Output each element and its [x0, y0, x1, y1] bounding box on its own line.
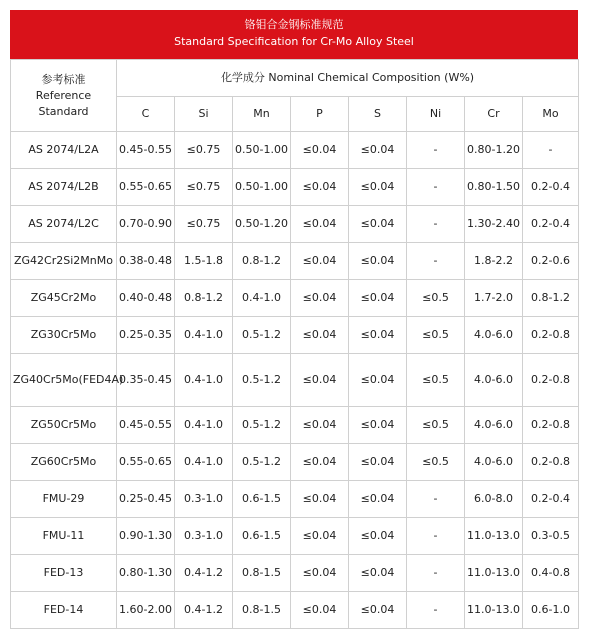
composition-cell-s: ≤0.04: [349, 169, 407, 206]
composition-cell-ni: -: [407, 132, 465, 169]
reference-standard-cell: ZG40Cr5Mo(FED4A): [11, 354, 117, 407]
composition-cell-mo: 0.3-0.5: [523, 518, 579, 555]
composition-cell-si: 0.4-1.0: [175, 354, 233, 407]
composition-cell-mo: 0.8-1.2: [523, 280, 579, 317]
composition-cell-mn: 0.6-1.5: [233, 518, 291, 555]
composition-cell-mn: 0.5-1.2: [233, 354, 291, 407]
composition-cell-mn: 0.5-1.2: [233, 444, 291, 481]
table-row: [11, 132, 579, 169]
composition-cell-p: ≤0.04: [291, 444, 349, 481]
composition-cell-cr: 4.0-6.0: [465, 317, 523, 354]
element-header: P: [291, 97, 349, 132]
composition-cell-c: 0.80-1.30: [117, 555, 175, 592]
composition-cell-p: ≤0.04: [291, 555, 349, 592]
composition-cell-mn: 0.5-1.2: [233, 407, 291, 444]
composition-cell-mo: 0.2-0.4: [523, 481, 579, 518]
composition-cell-mn: 0.50-1.00: [233, 132, 291, 169]
composition-cell-cr: 11.0-13.0: [465, 518, 523, 555]
element-header: Si: [175, 97, 233, 132]
composition-cell-c: 0.55-0.65: [117, 169, 175, 206]
composition-cell-s: ≤0.04: [349, 317, 407, 354]
element-header: C: [117, 97, 175, 132]
composition-cell-mn: 0.50-1.00: [233, 169, 291, 206]
composition-cell-cr: 1.30-2.40: [465, 206, 523, 243]
reference-standard-cell: ZG30Cr5Mo: [11, 317, 117, 354]
composition-cell-mo: 0.2-0.6: [523, 243, 579, 280]
composition-cell-si: 0.8-1.2: [175, 280, 233, 317]
table-row: [11, 243, 579, 280]
reference-standard-cell: FMU-11: [11, 518, 117, 555]
composition-cell-p: ≤0.04: [291, 317, 349, 354]
composition-cell-cr: 11.0-13.0: [465, 555, 523, 592]
composition-cell-p: ≤0.04: [291, 132, 349, 169]
reference-standard-header: [11, 60, 117, 132]
composition-cell-ni: -: [407, 481, 465, 518]
composition-cell-mn: 0.6-1.5: [233, 481, 291, 518]
composition-cell-mn: 0.4-1.0: [233, 280, 291, 317]
composition-cell-mo: 0.2-0.4: [523, 206, 579, 243]
composition-cell-ni: -: [407, 169, 465, 206]
reference-standard-cell: FMU-29: [11, 481, 117, 518]
table-row: [11, 206, 579, 243]
composition-cell-cr: 0.80-1.50: [465, 169, 523, 206]
composition-cell-mo: 0.2-0.4: [523, 169, 579, 206]
composition-table: [10, 59, 579, 629]
composition-cell-cr: 6.0-8.0: [465, 481, 523, 518]
ref-header-en: Reference Standard: [35, 88, 92, 118]
composition-cell-cr: 1.8-2.2: [465, 243, 523, 280]
composition-cell-c: 0.45-0.55: [117, 132, 175, 169]
composition-cell-s: ≤0.04: [349, 555, 407, 592]
table-body: [11, 60, 579, 629]
composition-cell-ni: ≤0.5: [407, 354, 465, 407]
composition-cell-cr: 11.0-13.0: [465, 592, 523, 629]
table-row: [11, 481, 579, 518]
composition-cell-c: 0.55-0.65: [117, 444, 175, 481]
reference-standard-cell: AS 2074/L2B: [11, 169, 117, 206]
composition-cell-ni: -: [407, 206, 465, 243]
composition-cell-c: 0.25-0.45: [117, 481, 175, 518]
composition-cell-p: ≤0.04: [291, 592, 349, 629]
element-header: Mn: [233, 97, 291, 132]
composition-cell-s: ≤0.04: [349, 518, 407, 555]
reference-standard-cell: AS 2074/L2A: [11, 132, 117, 169]
composition-cell-ni: ≤0.5: [407, 280, 465, 317]
reference-standard-cell: FED-13: [11, 555, 117, 592]
composition-cell-ni: -: [407, 555, 465, 592]
title-zh: 铬钼合金钢标准规范: [244, 18, 344, 31]
composition-cell-mo: 0.2-0.8: [523, 317, 579, 354]
composition-cell-mo: 0.4-0.8: [523, 555, 579, 592]
composition-cell-p: ≤0.04: [291, 518, 349, 555]
composition-cell-si: 0.3-1.0: [175, 518, 233, 555]
table-row: [11, 592, 579, 629]
composition-cell-s: ≤0.04: [349, 280, 407, 317]
composition-cell-c: 0.40-0.48: [117, 280, 175, 317]
composition-cell-s: ≤0.04: [349, 444, 407, 481]
composition-cell-mo: 0.2-0.8: [523, 407, 579, 444]
table-title: [10, 10, 578, 59]
composition-cell-cr: 4.0-6.0: [465, 354, 523, 407]
composition-cell-s: ≤0.04: [349, 243, 407, 280]
composition-cell-si: 0.3-1.0: [175, 481, 233, 518]
reference-standard-cell: ZG45Cr2Mo: [11, 280, 117, 317]
composition-cell-si: ≤0.75: [175, 206, 233, 243]
composition-cell-s: ≤0.04: [349, 132, 407, 169]
ref-header-zh: 参考标准: [41, 72, 86, 86]
composition-header: 化学成分 Nominal Chemical Composition (W%): [117, 60, 579, 97]
table-row: [11, 354, 579, 407]
composition-cell-p: ≤0.04: [291, 280, 349, 317]
composition-cell-si: 1.5-1.8: [175, 243, 233, 280]
reference-standard-cell: FED-14: [11, 592, 117, 629]
reference-standard-cell: ZG42Cr2Si2MnMo: [11, 243, 117, 280]
table-row: [11, 555, 579, 592]
composition-cell-mn: 0.50-1.20: [233, 206, 291, 243]
element-header: Cr: [465, 97, 523, 132]
composition-cell-mn: 0.8-1.5: [233, 592, 291, 629]
composition-cell-ni: -: [407, 592, 465, 629]
composition-cell-p: ≤0.04: [291, 169, 349, 206]
composition-cell-s: ≤0.04: [349, 407, 407, 444]
composition-cell-mn: 0.8-1.5: [233, 555, 291, 592]
element-header: Ni: [407, 97, 465, 132]
composition-cell-p: ≤0.04: [291, 354, 349, 407]
reference-standard-cell: AS 2074/L2C: [11, 206, 117, 243]
composition-cell-ni: -: [407, 243, 465, 280]
reference-standard-cell: ZG60Cr5Mo: [11, 444, 117, 481]
table-row: [11, 518, 579, 555]
composition-cell-c: 0.38-0.48: [117, 243, 175, 280]
composition-cell-cr: 4.0-6.0: [465, 407, 523, 444]
composition-cell-mn: 0.8-1.2: [233, 243, 291, 280]
composition-cell-c: 0.25-0.35: [117, 317, 175, 354]
spec-table-container: [10, 10, 578, 629]
table-row: [11, 280, 579, 317]
composition-cell-si: 0.4-1.2: [175, 555, 233, 592]
reference-standard-cell: ZG50Cr5Mo: [11, 407, 117, 444]
table-row: [11, 169, 579, 206]
composition-cell-si: 0.4-1.0: [175, 317, 233, 354]
composition-cell-mo: 0.6-1.0: [523, 592, 579, 629]
composition-cell-s: ≤0.04: [349, 481, 407, 518]
composition-cell-mo: 0.2-0.8: [523, 354, 579, 407]
composition-cell-si: ≤0.75: [175, 169, 233, 206]
composition-cell-p: ≤0.04: [291, 206, 349, 243]
composition-cell-p: ≤0.04: [291, 407, 349, 444]
composition-cell-mn: 0.5-1.2: [233, 317, 291, 354]
composition-cell-c: 0.45-0.55: [117, 407, 175, 444]
table-row: [11, 317, 579, 354]
composition-cell-si: ≤0.75: [175, 132, 233, 169]
header-row: [11, 60, 579, 97]
composition-cell-s: ≤0.04: [349, 592, 407, 629]
composition-cell-ni: ≤0.5: [407, 444, 465, 481]
composition-cell-p: ≤0.04: [291, 243, 349, 280]
composition-cell-ni: -: [407, 518, 465, 555]
composition-cell-si: 0.4-1.0: [175, 444, 233, 481]
composition-cell-c: 0.35-0.45: [117, 354, 175, 407]
table-row: [11, 444, 579, 481]
composition-cell-ni: ≤0.5: [407, 317, 465, 354]
composition-cell-c: 1.60-2.00: [117, 592, 175, 629]
composition-cell-s: ≤0.04: [349, 206, 407, 243]
composition-cell-si: 0.4-1.2: [175, 592, 233, 629]
title-en: Standard Specification for Cr-Mo Alloy Steel: [174, 35, 414, 48]
composition-cell-mo: 0.2-0.8: [523, 444, 579, 481]
composition-cell-cr: 4.0-6.0: [465, 444, 523, 481]
composition-cell-si: 0.4-1.0: [175, 407, 233, 444]
composition-cell-p: ≤0.04: [291, 481, 349, 518]
composition-cell-c: 0.90-1.30: [117, 518, 175, 555]
composition-cell-s: ≤0.04: [349, 354, 407, 407]
table-row: [11, 407, 579, 444]
composition-cell-c: 0.70-0.90: [117, 206, 175, 243]
composition-cell-cr: 0.80-1.20: [465, 132, 523, 169]
composition-cell-mo: -: [523, 132, 579, 169]
composition-cell-cr: 1.7-2.0: [465, 280, 523, 317]
element-header: Mo: [523, 97, 579, 132]
element-header: S: [349, 97, 407, 132]
composition-cell-ni: ≤0.5: [407, 407, 465, 444]
